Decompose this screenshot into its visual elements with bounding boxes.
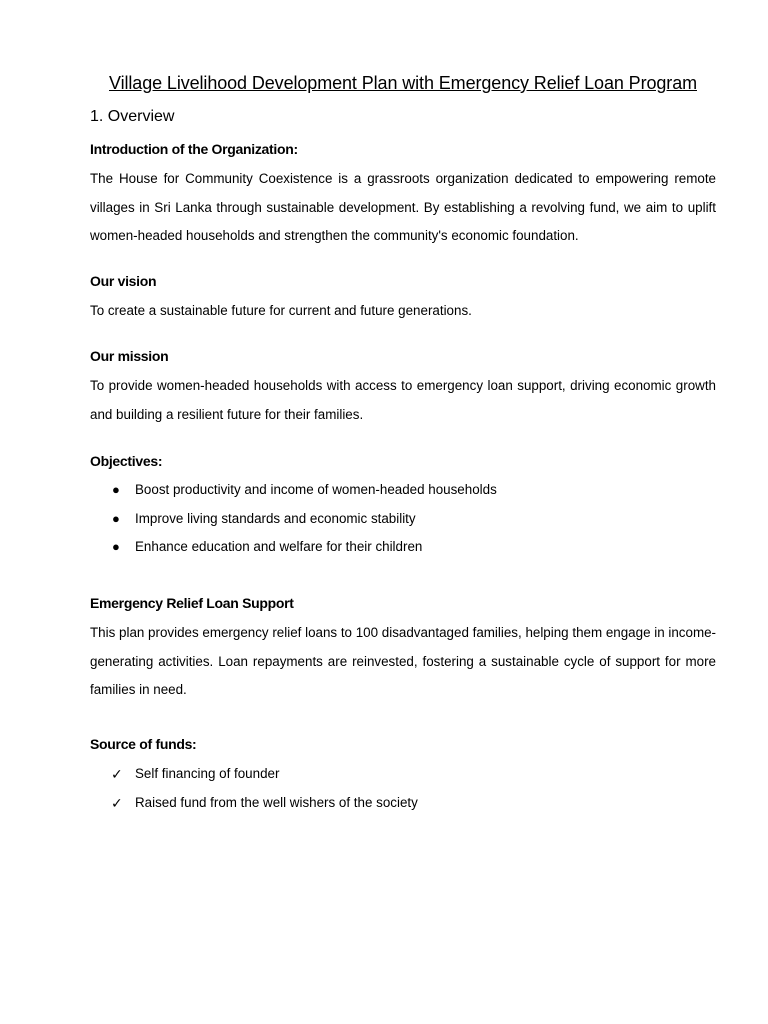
mission-paragraph: To provide women-headed households with access to emergency loan support, driving economic growth and building a resilient future for their families. [90,378,716,422]
document-page [90,70,717,811]
objective-item [90,505,716,534]
fund-item [90,760,716,789]
fund-text: Self financing of founder [135,766,280,781]
objectives-list [90,476,716,562]
objective-item [90,476,716,505]
checkmark-icon: ✓ [111,766,123,782]
objective-text: Improve living standards and economic stability [135,510,416,526]
loan-support-heading: Emergency Relief Loan Support [90,595,294,611]
intro-paragraph: The House for Community Coexistence is a grassroots organization dedicated to empowering remote villages in Sri Lanka through sustainable development. By establishing a revolving fund, we aim to uplift women-headed households and strengthen the community's economic foundation. [90,171,716,243]
bullet-dot-icon: ● [112,482,120,497]
bullet-dot-icon: ● [112,510,120,526]
checkmark-icon: ✓ [111,794,123,811]
document-title: Village Livelihood Development Plan with Emergency Relief Loan Program [109,73,697,93]
funds-heading: Source of funds: [90,736,197,752]
vision-paragraph: To create a sustainable future for current and future generations. [90,303,472,318]
funds-list [90,760,716,817]
objective-text: Boost productivity and income of women-headed households [135,482,497,497]
mission-heading: Our mission [90,348,169,364]
intro-heading: Introduction of the Organization: [90,141,298,157]
vision-heading: Our vision [90,273,157,289]
fund-text: Raised fund from the well wishers of the society [135,794,418,810]
loan-support-paragraph: This plan provides emergency relief loans to 100 disadvantaged families, helping them engage in income-generating activities. Loan repayments are reinvested, fostering a sustainable cycle of support for more families in need. [90,625,717,697]
objective-item [90,533,716,562]
bullet-dot-icon: ● [112,539,120,554]
fund-item [90,789,716,818]
objectives-heading: Objectives: [90,453,163,469]
objective-text: Enhance education and welfare for their children [135,539,423,554]
section-heading-overview: 1. Overview [90,108,175,125]
